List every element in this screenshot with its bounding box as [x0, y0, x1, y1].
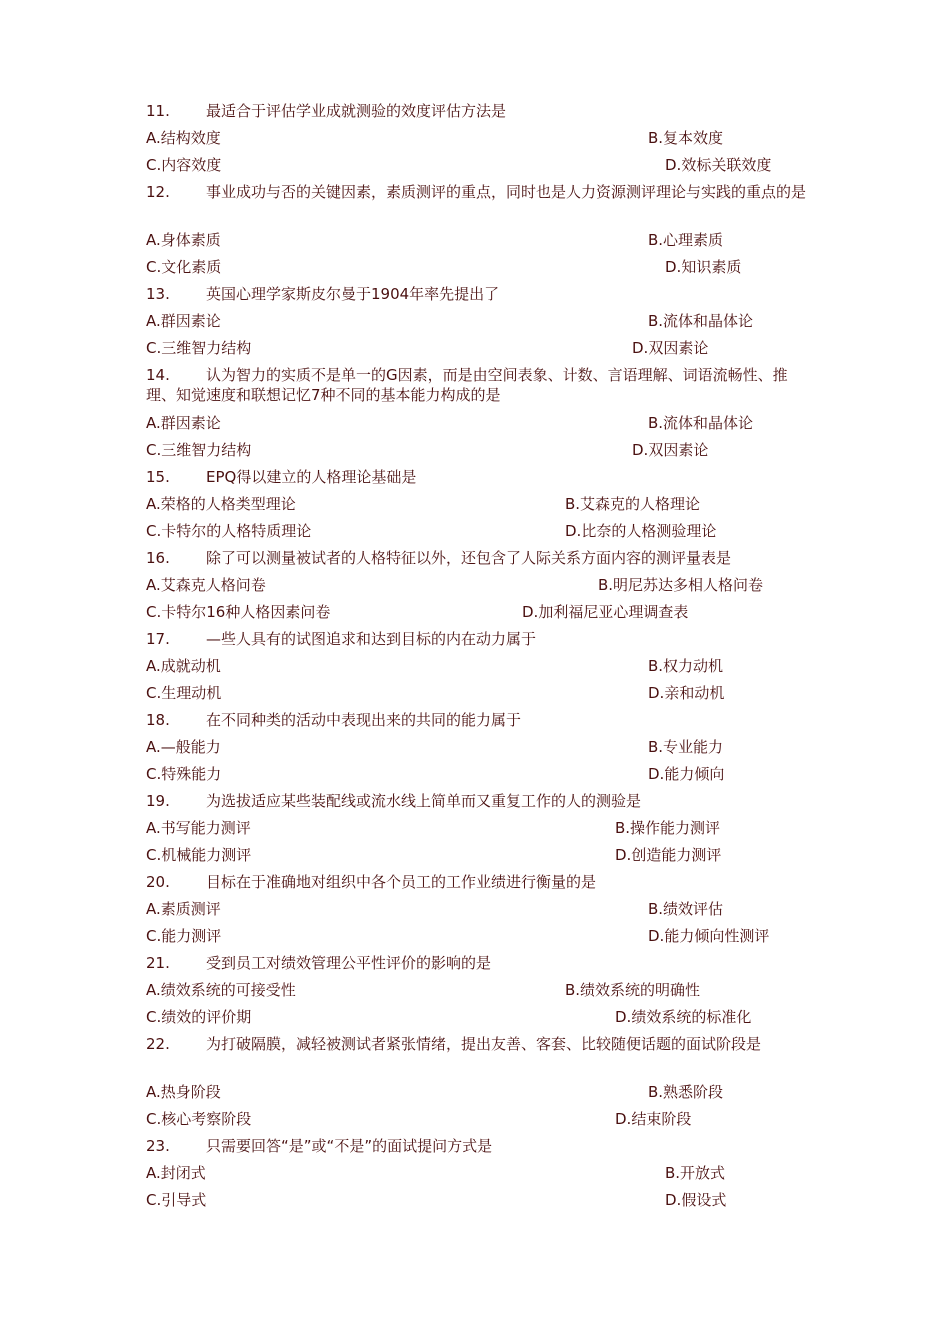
option-c: C.特殊能力: [146, 765, 222, 783]
question-number: 17.: [146, 630, 170, 648]
question-text: 为选拔适应某些装配线或流水线上简单而又重复工作的人的测验是: [206, 792, 642, 810]
question-number: 14.: [146, 366, 170, 384]
option-d: D.能力倾向: [648, 765, 725, 783]
question-text: 认为智力的实质不是单一的G因素，而是由空间表象、计数、言语理解、词语流畅性、推理、知觉速度和联想记忆7种不同的基本能力构成的是: [146, 366, 788, 404]
question-text: 除了可以测量被试者的人格特征以外，还包含了人际关系方面内容的测评量表是: [206, 549, 732, 567]
question-number: 15.: [146, 468, 170, 486]
question-stem: [146, 1136, 816, 1156]
option-d: D.创造能力测评: [615, 846, 722, 864]
question-stem: [146, 953, 816, 973]
question-number: 19.: [146, 792, 170, 810]
question-number: 16.: [146, 549, 170, 567]
question-text: 英国心理学家斯皮尔曼于1904年率先提出了: [206, 285, 500, 303]
question-text: EPQ得以建立的人格理论基础是: [206, 468, 417, 486]
question-number: 18.: [146, 711, 170, 729]
question-stem: [146, 284, 816, 304]
option-a: A.素质测评: [146, 900, 221, 918]
question-stem: [146, 365, 816, 405]
option-b: B.绩效系统的明确性: [565, 981, 701, 999]
option-d: D.能力倾向性测评: [648, 927, 770, 945]
option-b: B.明尼苏达多相人格问卷: [598, 576, 764, 594]
question-text: 事业成功与否的关键因素，素质测评的重点，同时也是人力资源测评理论与实践的重点的是: [206, 183, 807, 201]
question-text: —些人具有的试图追求和达到目标的内在动力属于: [206, 630, 537, 648]
question-text: 受到员工对绩效管理公平性评价的影响的是: [206, 954, 492, 972]
option-d: D.绩效系统的标准化: [615, 1008, 752, 1026]
option-c: C.生理动机: [146, 684, 222, 702]
question-stem: [146, 467, 816, 487]
option-d: D.效标关联效度: [665, 156, 772, 174]
option-c: C.三维智力结构: [146, 441, 252, 459]
option-b: B.心理素质: [648, 231, 724, 249]
option-c: C.文化素质: [146, 258, 222, 276]
option-a: A.成就动机: [146, 657, 221, 675]
question-number: 11.: [146, 102, 170, 120]
option-a: A.绩效系统的可接受性: [146, 981, 296, 999]
question-number: 13.: [146, 285, 170, 303]
option-c: C.三维智力结构: [146, 339, 252, 357]
option-c: C.核心考察阶段: [146, 1110, 252, 1128]
question-stem: [146, 791, 816, 811]
question-stem: [146, 101, 816, 121]
option-b: B.熟悉阶段: [648, 1083, 724, 1101]
question-text: 只需要回答“是”或“不是”的面试提问方式是: [206, 1137, 493, 1155]
option-b: B.开放式: [665, 1164, 726, 1182]
question-stem: [146, 710, 816, 730]
question-number: 21.: [146, 954, 170, 972]
option-d: D.双因素论: [632, 339, 709, 357]
option-a: A.书写能力测评: [146, 819, 251, 837]
option-b: B.复本效度: [648, 129, 724, 147]
question-stem: [146, 1034, 816, 1054]
option-a: A.身体素质: [146, 231, 221, 249]
question-text: 在不同种类的活动中表现出来的共同的能力属于: [206, 711, 522, 729]
option-a: A.热身阶段: [146, 1083, 221, 1101]
question-stem: [146, 872, 816, 892]
question-number: 12.: [146, 183, 170, 201]
question-stem: [146, 182, 816, 202]
option-b: B.流体和晶体论: [648, 312, 754, 330]
question-text: 为打破隔膜，减轻被测试者紧张情绪，提出友善、客套、比较随便话题的面试阶段是: [206, 1035, 762, 1053]
question-text: 最适合于评估学业成就测验的效度评估方法是: [206, 102, 507, 120]
option-a: A.群因素论: [146, 414, 221, 432]
option-d: D.知识素质: [665, 258, 742, 276]
option-b: B.操作能力测评: [615, 819, 721, 837]
option-b: B.权力动机: [648, 657, 724, 675]
question-stem: [146, 629, 816, 649]
option-c: C.内容效度: [146, 156, 222, 174]
option-b: B.专业能力: [648, 738, 724, 756]
option-b: B.绩效评估: [648, 900, 724, 918]
option-a: A.结构效度: [146, 129, 221, 147]
option-c: C.机械能力测评: [146, 846, 252, 864]
option-a: A.艾森克人格问卷: [146, 576, 266, 594]
question-stem: [146, 548, 816, 568]
option-b: B.流体和晶体论: [648, 414, 754, 432]
question-number: 22.: [146, 1035, 170, 1053]
option-a: A.荣格的人格类型理论: [146, 495, 296, 513]
option-a: A.群因素论: [146, 312, 221, 330]
option-d: D.亲和动机: [648, 684, 725, 702]
option-d: D.加利福尼亚心理调查表: [522, 603, 689, 621]
option-c: C.能力测评: [146, 927, 222, 945]
option-d: D.比奈的人格测验理论: [565, 522, 717, 540]
question-number: 20.: [146, 873, 170, 891]
question-number: 23.: [146, 1137, 170, 1155]
option-c: C.卡特尔16种人格因素问卷: [146, 603, 331, 621]
option-c: C.引导式: [146, 1191, 207, 1209]
option-d: D.结束阶段: [615, 1110, 692, 1128]
option-d: D.双因素论: [632, 441, 709, 459]
option-c: C.绩效的评价期: [146, 1008, 252, 1026]
question-text: 目标在于准确地对组织中各个员工的工作业绩进行衡量的是: [206, 873, 597, 891]
option-d: D.假设式: [665, 1191, 727, 1209]
option-b: B.艾森克的人格理论: [565, 495, 701, 513]
option-a: A.封闭式: [146, 1164, 206, 1182]
option-c: C.卡特尔的人格特质理论: [146, 522, 312, 540]
option-a: A.—般能力: [146, 738, 221, 756]
